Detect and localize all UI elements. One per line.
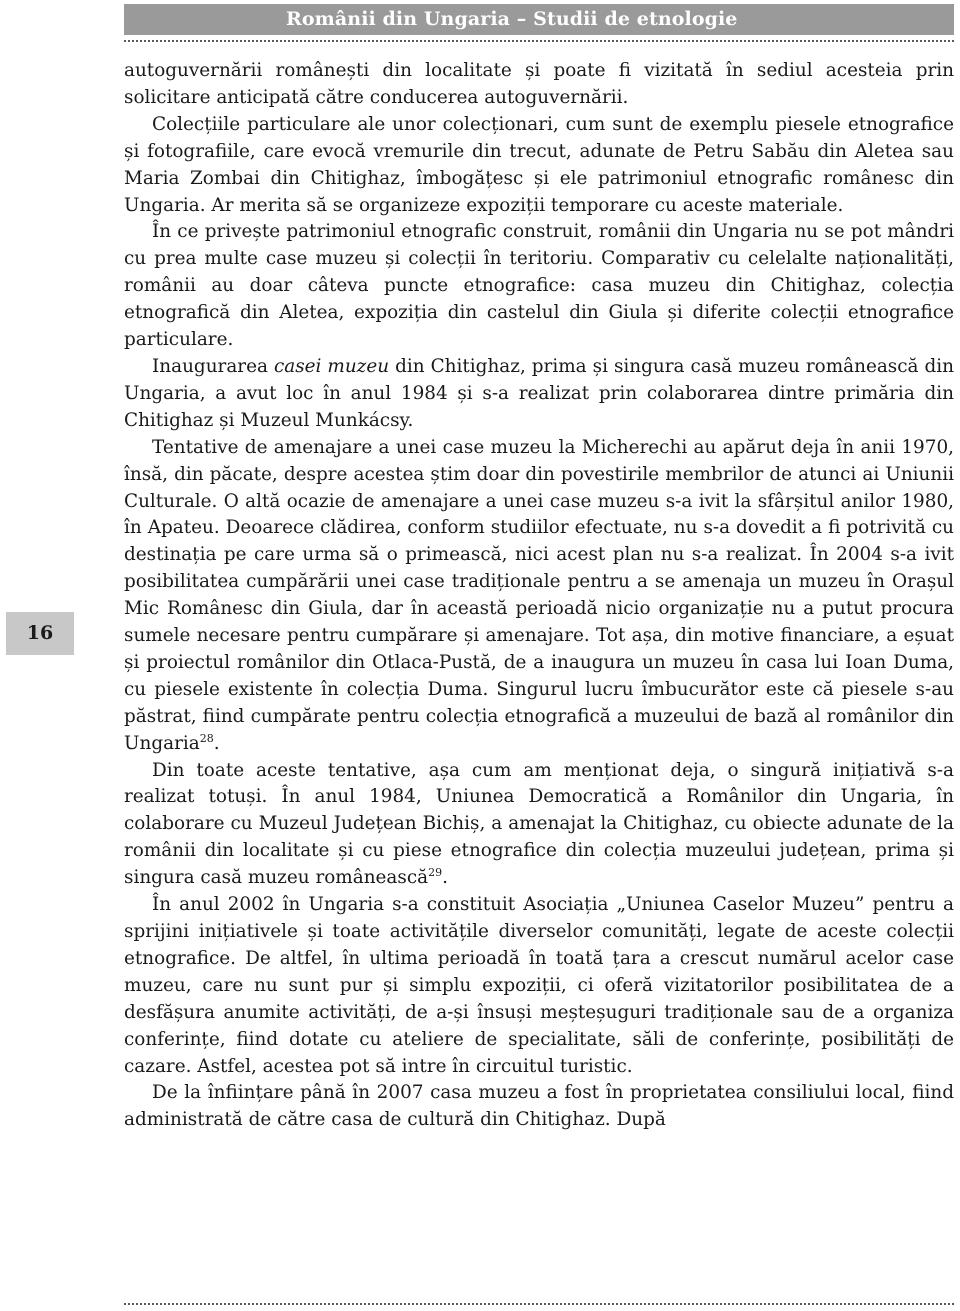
paragraph — [124, 435, 954, 758]
text-run: În anul 2002 în Ungaria s-a constituit Asociația „Uniunea Caselor Muzeu” pentru a sprijini inițiativele și toate activitățile diverselor comunități, legate de aceste colecții etnografice. De altfel, în ultima perioadă în toată țara a crescut numărul acelor case muzeu, care nu sunt pur și simplu expoziții, ci oferă vizitatorilor posibilitatea de a desfășura anumite activități, de a-și însuși meșteșuguri tradiționale sau de a organiza conferințe, fiind dotate cu ateliere de specialitate, săli de conferințe, posibilități de cazare. Astfel, acestea pot să intre în circuitul turistic. — [124, 894, 954, 1077]
text-run: Din toate aceste tentative, așa cum am menționat deja, o singură inițiativă s-a realizat totuși. În anul 1984, Uniunea Democratică a Românilor din Ungaria, în colaborare cu Muzeul Județean Bichiș, a amenajat la Chitighaz, cu obiecte adunate de la românii din localitate și cu piese etnografice din colecția muzeului județean, prima și singura casă muzeu românească — [124, 759, 954, 889]
text-run: . — [213, 732, 220, 754]
paragraph — [124, 354, 954, 435]
paragraph — [124, 892, 954, 1080]
text-run: Colecțiile particulare ale unor colecționari, cum sunt de exemplu piesele etnografice și fotografiile, care evocă vremurile din trecut, adunate de Petru Sabău din Aletea sau Maria Zombai din Chitighaz, îmbogățesc și ele patrimoniul etnografic românesc din Ungaria. Ar merita să se organizeze expoziții temporare cu aceste materiale. — [124, 113, 954, 216]
page-number: 16 — [6, 612, 74, 655]
paragraph — [124, 112, 954, 220]
text-run: din Chitighaz, prima și singura casă muzeu românească din Ungaria, a avut loc în anul 1984 și s-a realizat prin colaborarea dintre primăria din Chitighaz și Muzeul Munkácsy. — [124, 355, 955, 431]
text-run: Inaugurarea — [152, 355, 274, 377]
text-run: autoguvernării românești din localitate și poate fi vizitată în sediul acesteia prin solicitare anticipată către conducerea autoguvernării. — [124, 60, 954, 108]
paragraph — [124, 58, 954, 112]
text-run: . — [442, 867, 448, 889]
paragraph — [124, 758, 954, 893]
running-header: Românii din Ungaria – Studii de etnologie — [124, 4, 954, 35]
text-run: Tentative de amenajare a unei case muzeu la Micherechi au apărut deja în anii 1970, însă, din păcate, despre acestea știm doar din povestirile membrilor de atunci ai Uniunii Culturale. O altă ocazie de amenajare a unei case muzeu s-a ivit la sfârșitul anilor 1980, în Apateu. Deoarece clădirea, conform studiilor efectuate, nu s-a dovedit a fi potrivită cu destinația pe care urma să o primească, nici acest plan nu s-a realizat. În 2004 s-a ivit posibilitatea cumpărării unei case tradiționale pentru a se amenaja un muzeu în Orașul Mic Românesc din Giula, dar în această perioadă nicio organizație nu a putut procura sumele necesare pentru cumpărare și amenajare. Tot așa, din motive financiare, a eșuat și proiectul românilor din Otlaca-Pustă, de a inaugura un muzeu în casa lui Ioan Duma, cu piesele existente în colecția Duma. Singurul lucru îmbucurător este că piesele s-au păstrat, fiind cumpărate pentru colecția etnografică a muzeului de bază al românilor din Ungaria — [124, 436, 954, 754]
text-run: În ce privește patrimoniul etnografic construit, românii din Ungaria nu se pot mândri cu prea multe case muzeu și colecții în teritoriu. Comparativ cu celelalte naționalități, românii au doar câteva puncte etnografice: casa muzeu din Chitighaz, colecția etnografică din Aletea, expoziția din castelul din Giula și diferite colecții etnografice particulare. — [124, 221, 954, 351]
paragraph — [124, 1080, 954, 1134]
body-text — [124, 58, 954, 1134]
footer-dotted-rule — [124, 1303, 954, 1305]
header-dotted-rule — [124, 40, 954, 42]
paragraph — [124, 219, 954, 354]
footnote-ref: 29 — [428, 866, 443, 880]
italic-run: casei muzeu — [273, 355, 390, 377]
text-run: De la înființare până în 2007 casa muzeu a fost în proprietatea consiliului local, fiind administrată de către casa de cultură din Chitighaz. După — [124, 1082, 954, 1131]
footnote-ref: 28 — [199, 731, 214, 745]
